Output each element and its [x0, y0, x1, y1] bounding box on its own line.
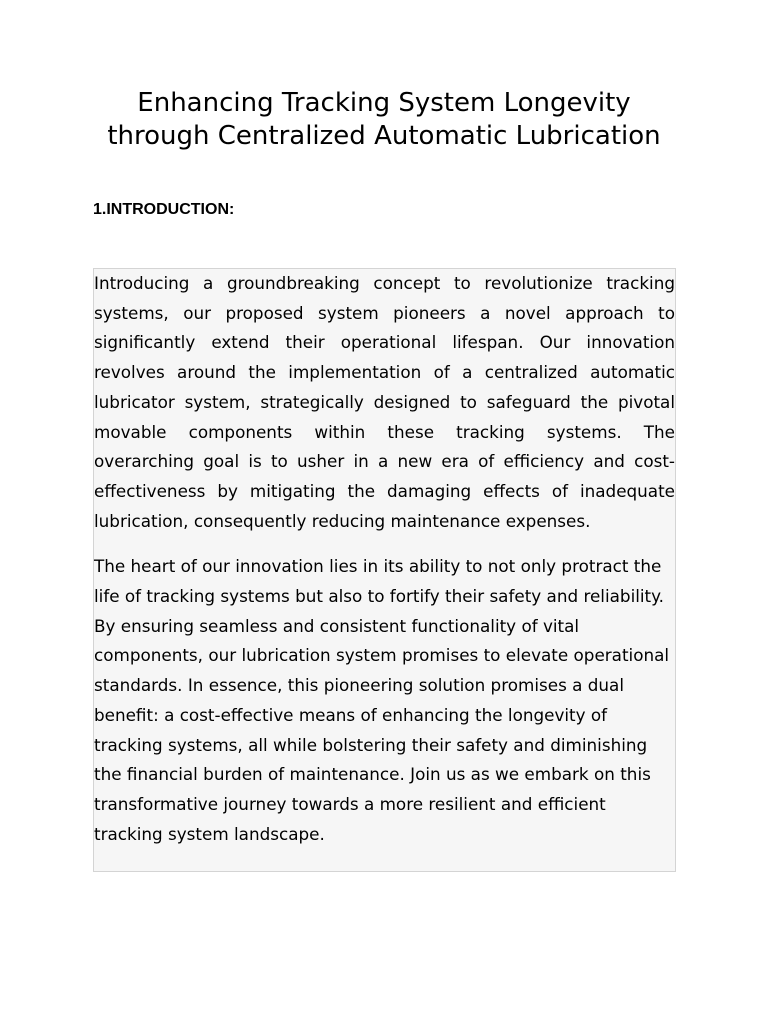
introduction-text-box [93, 268, 676, 872]
document-title: Enhancing Tracking System Longevity through Centralized Automatic Lubrication [107, 88, 661, 151]
introduction-paragraph-2: The heart of our innovation lies in its ability to not only protract the life of tracking systems but also to fortify their safety and reliability. By ensuring seamless and consistent functionality of vital components, our lubrication system promises to elevate operational standards. In essence, this pioneering solution promises a dual benefit: a cost-effective means of enhancing the longevity of tracking systems, all while bolstering their safety and diminishing the financial burden of maintenance. Join us as we embark on this transformative journey towards a more resilient and efficient tracking system landscape. [94, 556, 670, 844]
section-heading-introduction: 1.INTRODUCTION: [93, 201, 235, 218]
introduction-paragraph-1: Introducing a groundbreaking concept to revolutionize tracking systems, our proposed system pioneers a novel approach to significantly extend their operational lifespan. Our innovation revolves around the implementation of a centralized automatic lubricator system, strategically designed to safeguard the pivotal movable components within these tracking systems. The overarching goal is to usher in a new era of efficiency and cost-effectiveness by mitigating the damaging effects of inadequate lubrication, consequently reducing maintenance expenses. [94, 273, 675, 531]
